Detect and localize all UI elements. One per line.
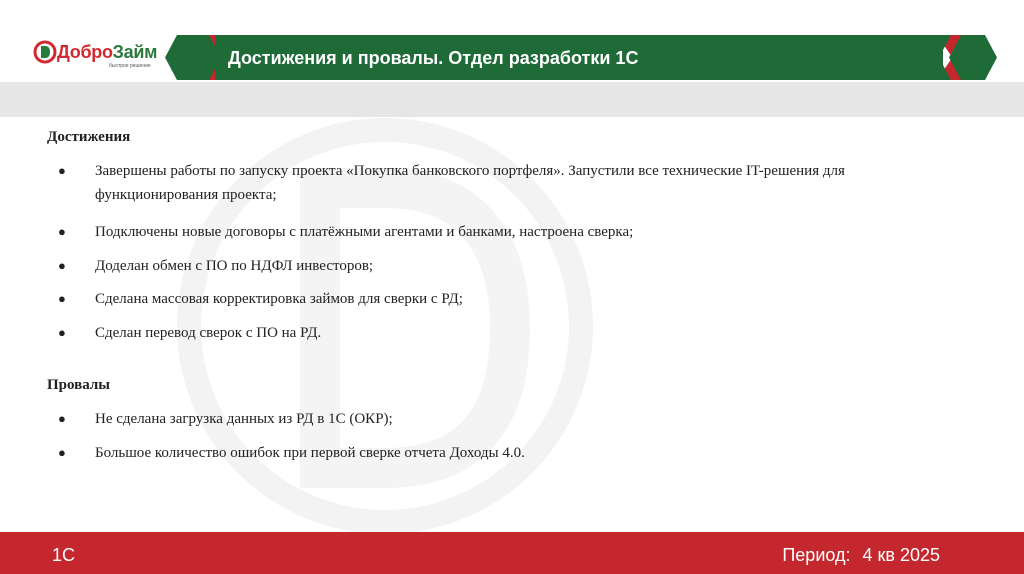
company-logo[interactable]: [33, 38, 158, 74]
footer-department-label: 1С: [52, 545, 76, 565]
list-item-text: Большое количество ошибок при первой сверке отчета Доходы 4.0.: [95, 445, 525, 461]
list-item-text: Завершены работы по запуску проекта «Покупка банковского портфеля». Запустили все технические IT-решения для функционирования проекта;: [95, 163, 845, 203]
logo-tagline: быстрое решение: [109, 63, 151, 69]
list-item-text: Подключены новые договоры с платёжными агентами и банками, настроена сверка;: [95, 224, 634, 240]
bullet-icon: ●: [58, 291, 66, 306]
page-title: Достижения и провалы. Отдел разработки 1С: [228, 48, 639, 68]
section-heading-achievements: Достижения: [47, 129, 131, 145]
period-label: Период:: [782, 545, 851, 565]
logo-d-icon: [33, 40, 57, 64]
section-heading-failures: Провалы: [47, 377, 110, 393]
logo-wordmark: ДоброЗайм: [57, 42, 158, 62]
bullet-icon: ●: [58, 325, 66, 340]
bullet-icon: ●: [58, 224, 66, 239]
bullet-icon: ●: [58, 163, 66, 178]
list-item-text: Доделан обмен с ПО по НДФЛ инвесторов;: [95, 258, 374, 274]
bullet-icon: ●: [58, 445, 66, 460]
header-band: [0, 0, 1024, 117]
footer-period: [782, 544, 940, 566]
list-item-text: Сделан перевод сверок с ПО на РД.: [95, 325, 322, 341]
bullet-icon: ●: [58, 411, 66, 426]
footer-bar: [0, 532, 1024, 574]
bullet-icon: ●: [58, 258, 66, 273]
content-area: [0, 117, 1024, 532]
period-value: 4 кв 2025: [862, 545, 940, 565]
list-item-text: Не сделана загрузка данных из РД в 1С (ОКР);: [95, 411, 393, 427]
list-item-text: Сделана массовая корректировка займов для сверки с РД;: [95, 291, 463, 307]
